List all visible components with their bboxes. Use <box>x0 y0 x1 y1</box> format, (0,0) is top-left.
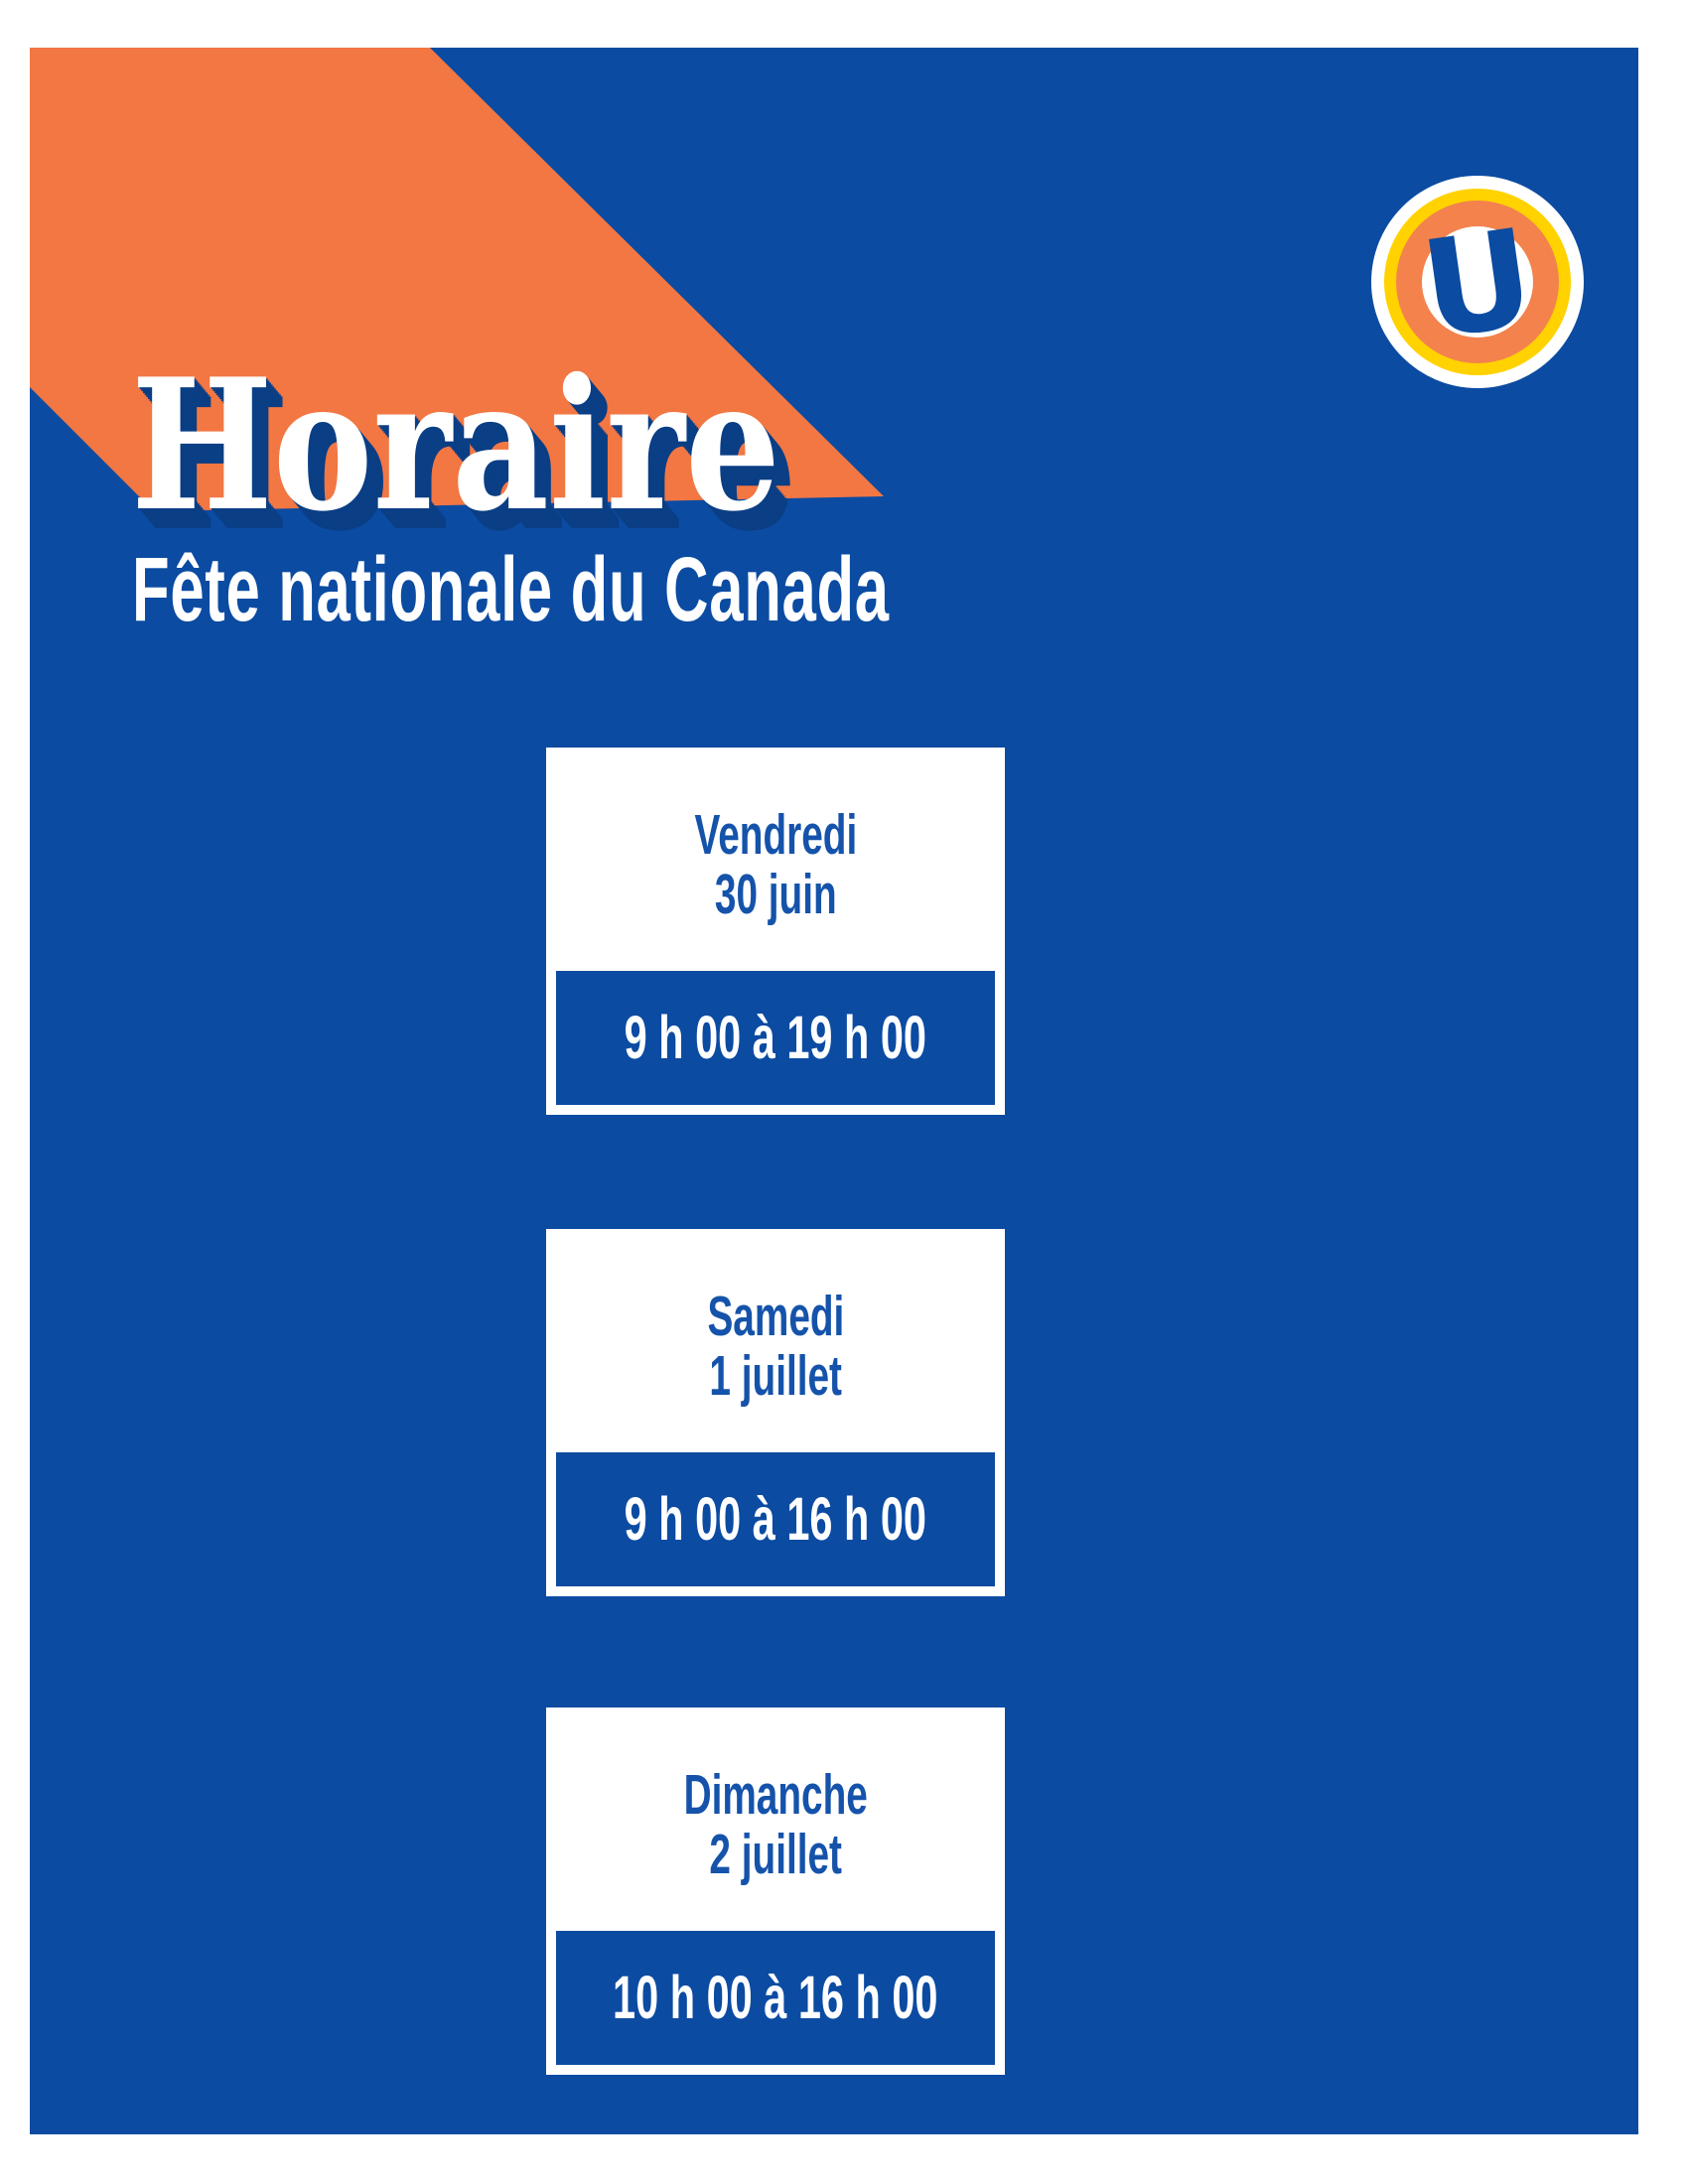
hours-panel <box>556 1452 995 1586</box>
date-label: 1 juillet <box>709 1343 842 1408</box>
schedule-card-sunday <box>546 1707 1005 2075</box>
day-panel <box>556 748 995 971</box>
schedule-card-friday <box>546 748 1005 1115</box>
day-panel <box>556 1707 995 1931</box>
hours-panel <box>556 971 995 1105</box>
day-label: Samedi <box>707 1284 844 1348</box>
schedule-card-saturday <box>546 1229 1005 1596</box>
hours-label: 10 h 00 à 16 h 00 <box>613 1964 938 2031</box>
logo-letter: U <box>1413 200 1543 369</box>
hours-label: 9 h 00 à 16 h 00 <box>624 1485 927 1553</box>
hours-label: 9 h 00 à 19 h 00 <box>624 1004 927 1071</box>
day-panel <box>556 1229 995 1452</box>
brand-logo-u-icon <box>1338 143 1617 421</box>
day-label: Vendredi <box>694 802 857 867</box>
day-label: Dimanche <box>683 1762 868 1827</box>
date-label: 2 juillet <box>709 1822 842 1886</box>
date-label: 30 juin <box>714 862 837 926</box>
page-title: Horaire <box>131 339 781 551</box>
blue-background <box>30 48 1638 2134</box>
page-subtitle: Fête nationale du Canada <box>132 539 890 640</box>
hours-panel <box>556 1931 995 2065</box>
